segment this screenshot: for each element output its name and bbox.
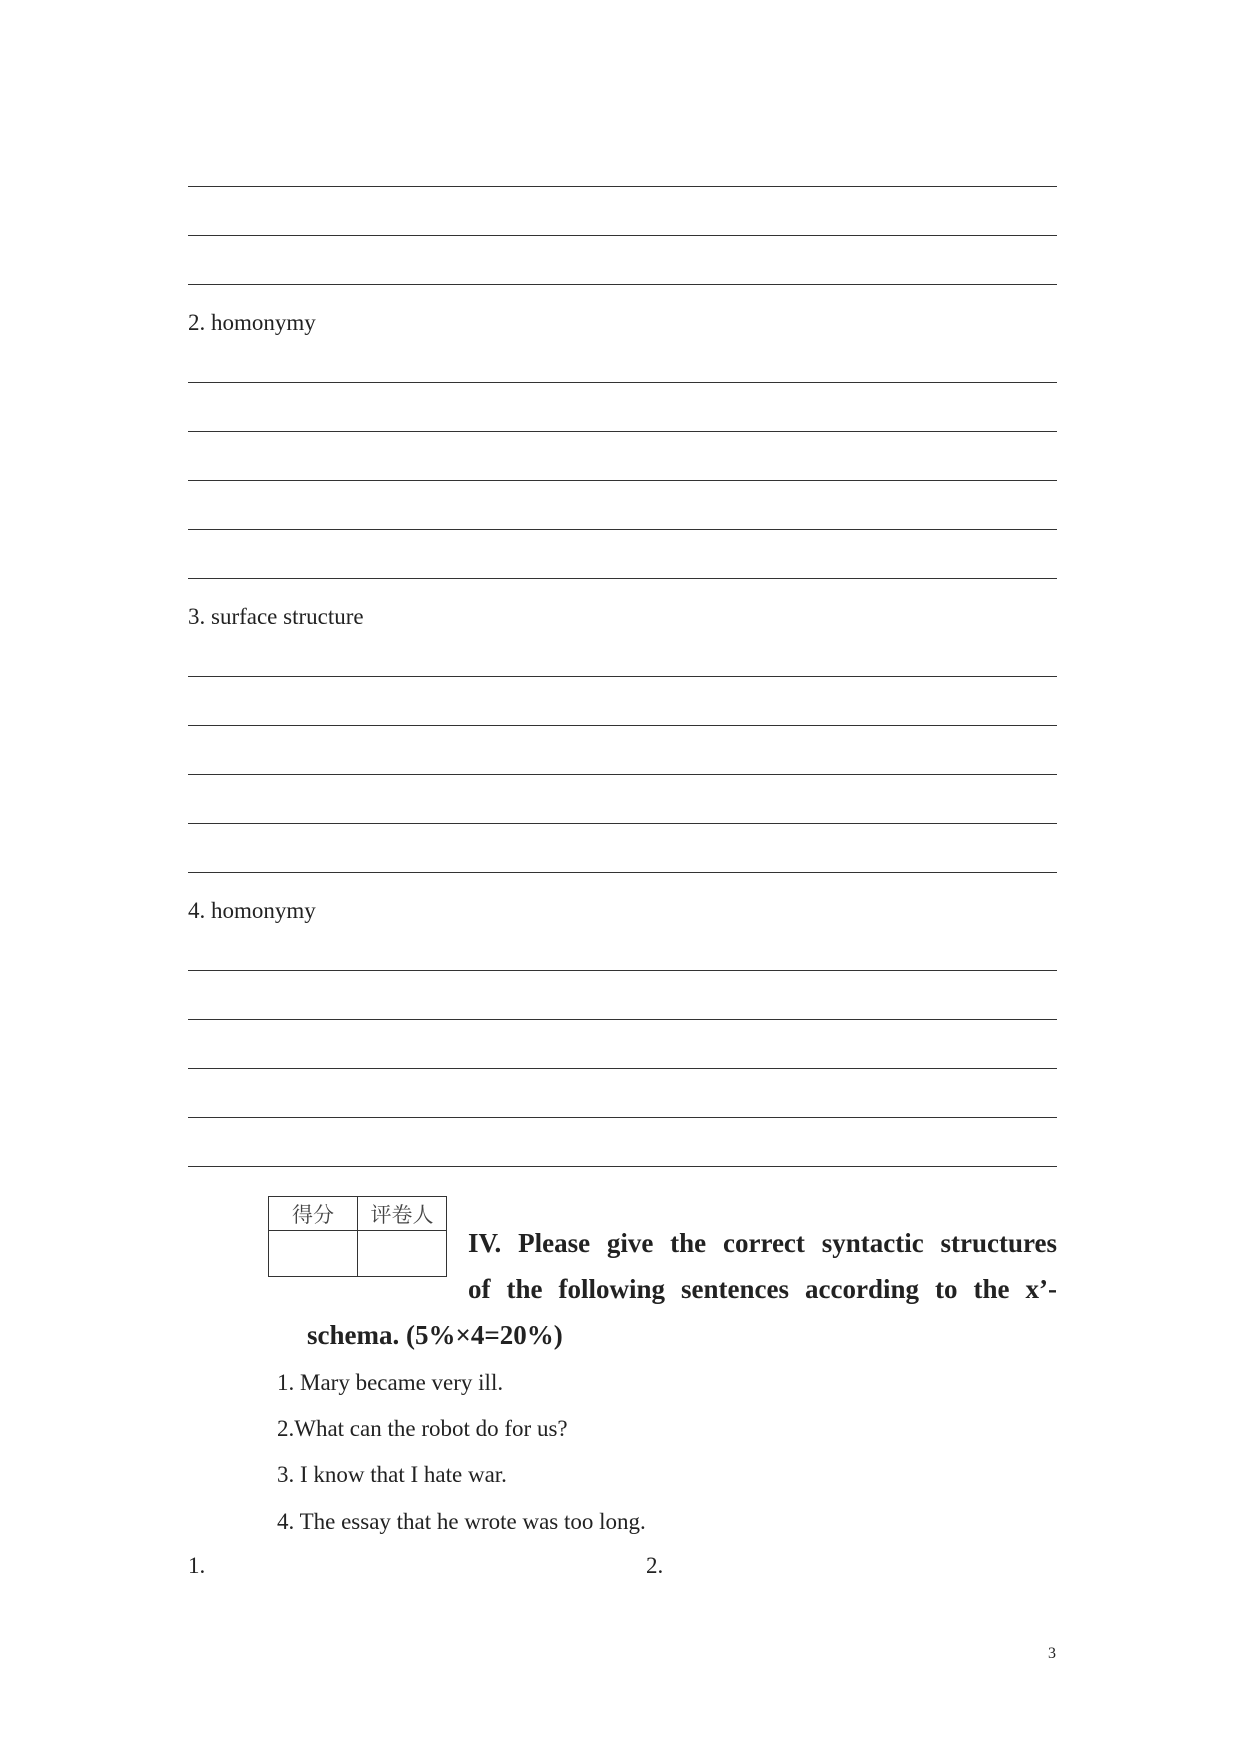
answer-line [188,1019,1057,1020]
score-header: 得分 [269,1197,358,1231]
item-3-label: 3. surface structure [188,604,364,629]
sentence-2: 2.What can the robot do for us? [277,1416,568,1441]
sentence-1: 1. Mary became very ill. [277,1370,504,1395]
answer-line [188,774,1057,775]
score-cell[interactable] [269,1231,358,1277]
answer-line [188,235,1057,236]
page-number: 3 [1048,1645,1056,1662]
item-4-label: 4. homonymy [188,898,316,923]
item-2-label: 2. homonymy [188,310,316,335]
answer-line [188,1068,1057,1069]
answer-label-2: 2. [646,1553,664,1578]
section-heading-line-2: of the following sentences according to the x’- [468,1274,1057,1304]
answer-line [188,1117,1057,1118]
answer-line [188,186,1057,187]
answer-line [188,529,1057,530]
answer-line [188,480,1057,481]
grader-header: 评卷人 [358,1197,447,1231]
sentence-3: 3. I know that I hate war. [277,1462,507,1487]
answer-line [188,382,1057,383]
section-heading-line-1: IV. Please give the correct syntactic structures [468,1228,1057,1258]
section-heading-line-3: schema. (5%×4=20%) [307,1320,563,1350]
answer-line [188,872,1057,873]
answer-line [188,431,1057,432]
answer-line [188,284,1057,285]
answer-line [188,823,1057,824]
answer-line [188,1166,1057,1167]
answer-label-1: 1. [188,1553,206,1578]
score-table [268,1196,447,1277]
answer-line [188,725,1057,726]
answer-line [188,578,1057,579]
grader-cell[interactable] [358,1231,447,1277]
answer-line [188,676,1057,677]
sentence-4: 4. The essay that he wrote was too long. [277,1509,646,1534]
answer-line [188,970,1057,971]
